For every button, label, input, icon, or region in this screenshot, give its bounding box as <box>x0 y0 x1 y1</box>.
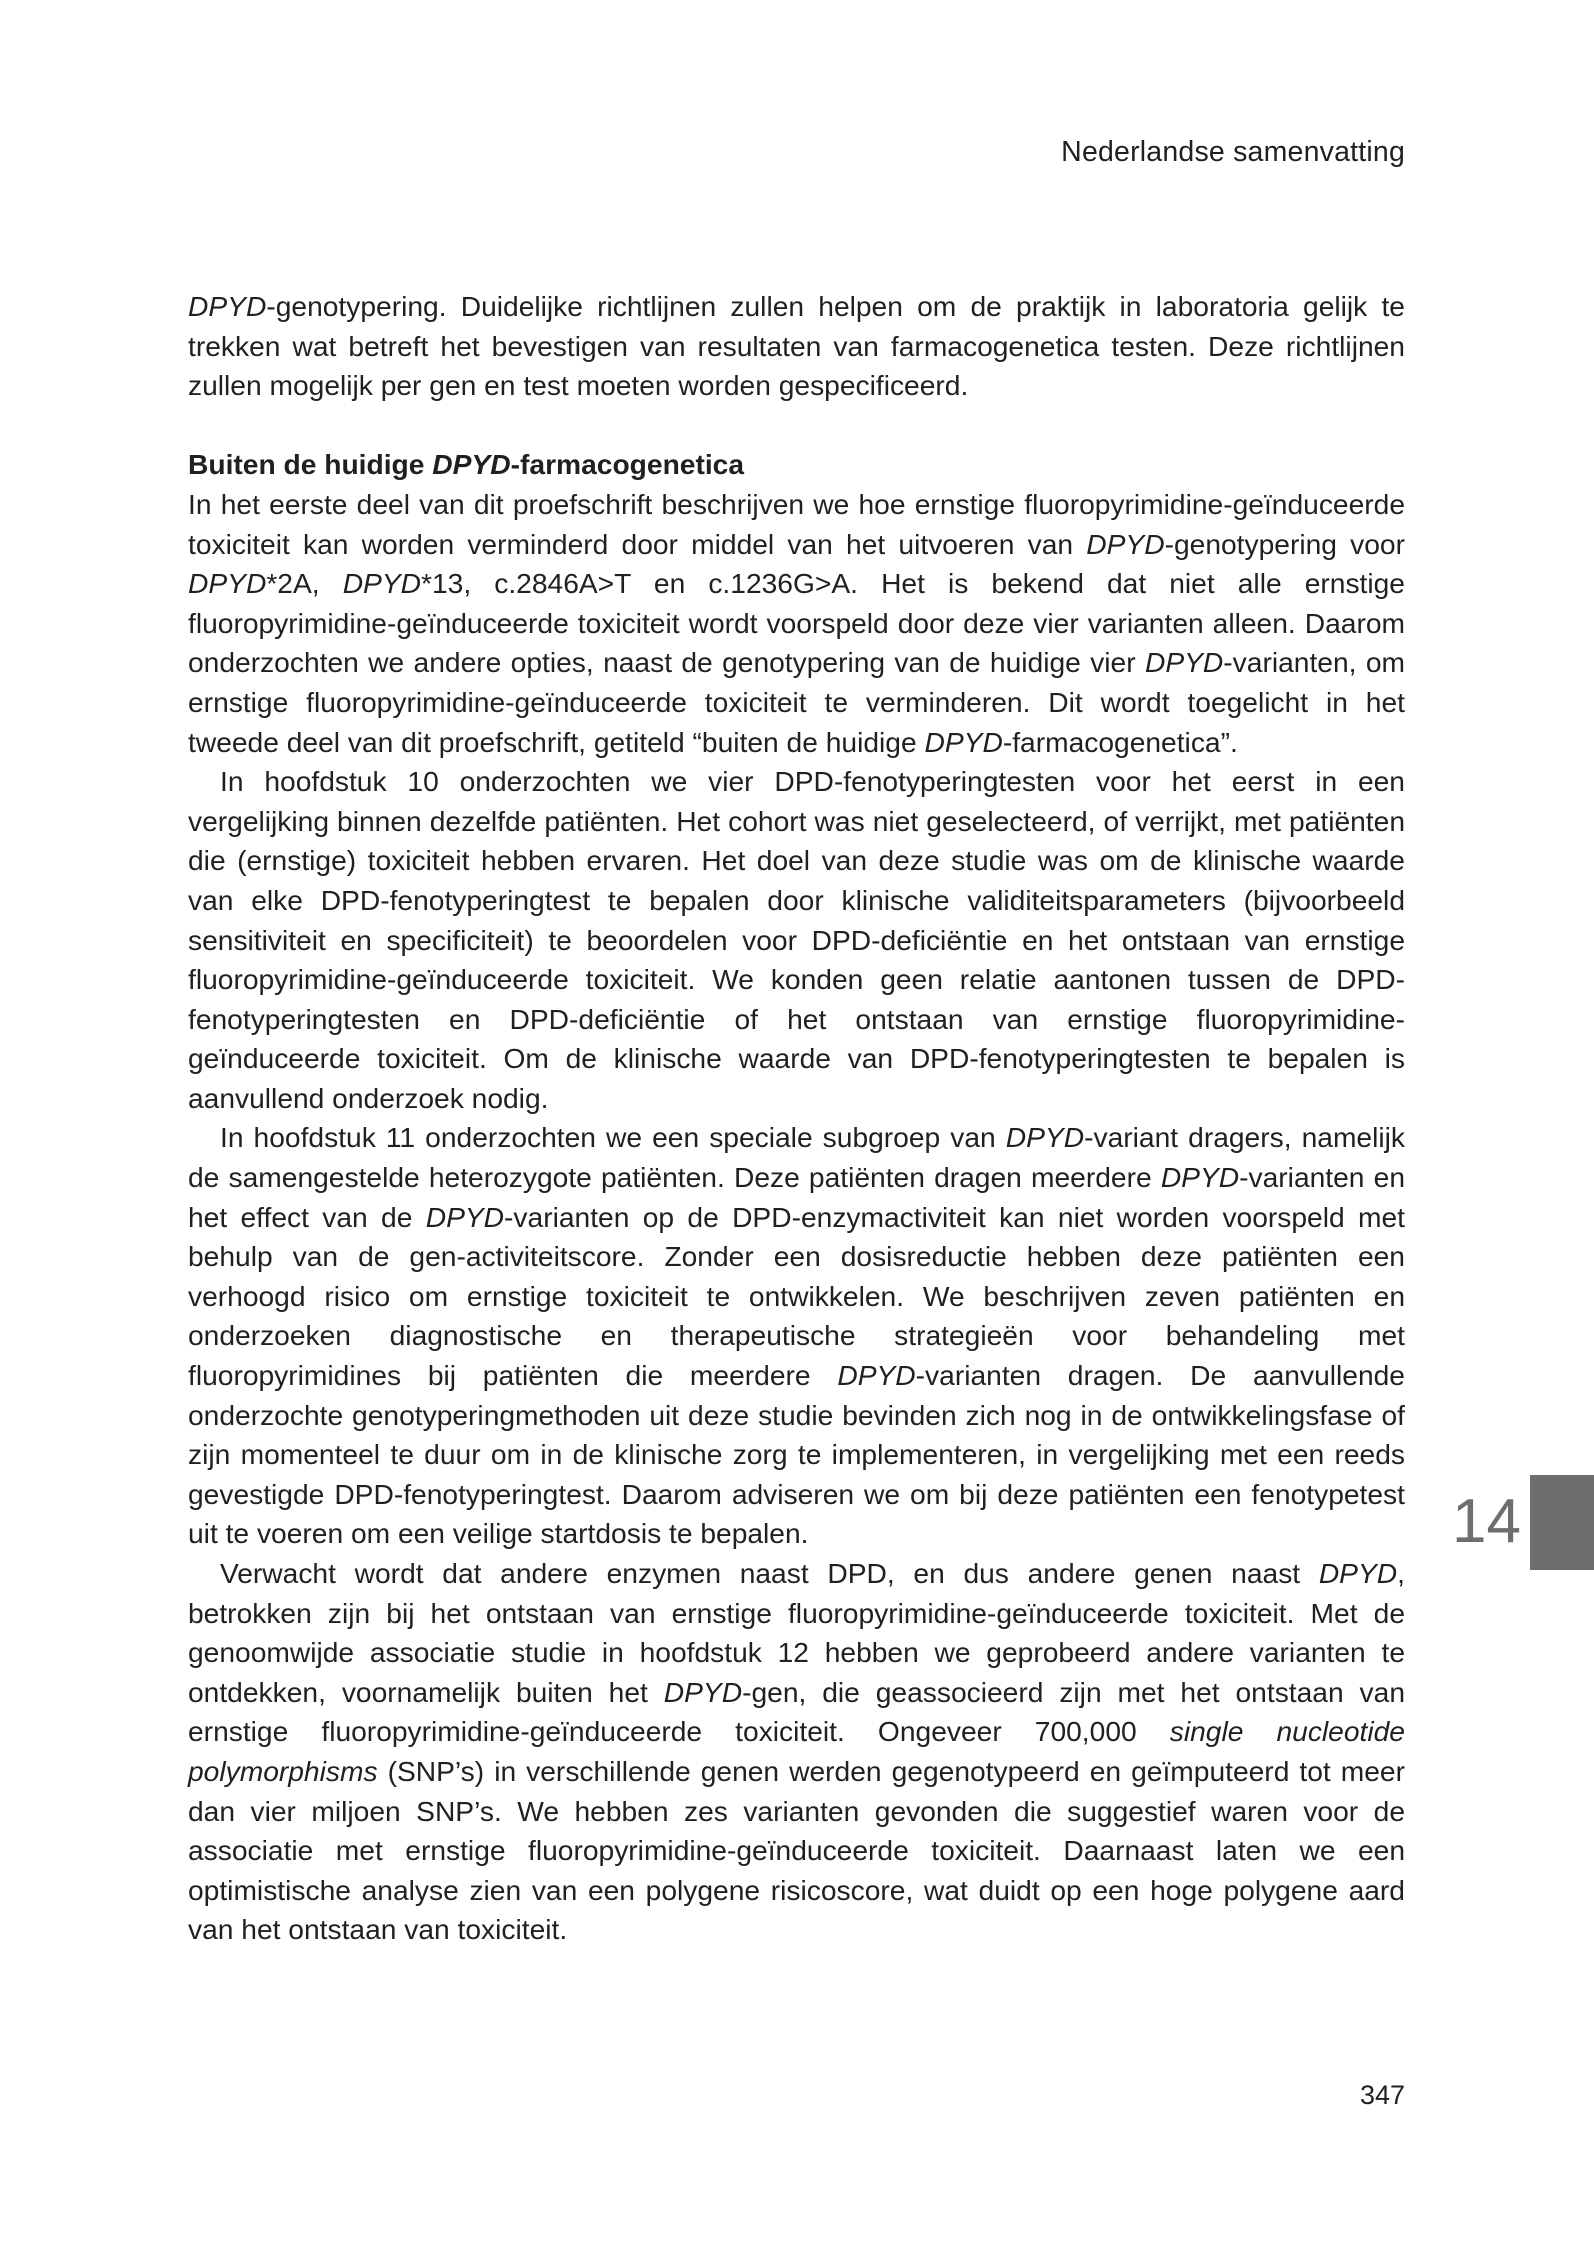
chapter-tab-marker <box>1530 1475 1594 1570</box>
paragraph-1: In het eerste deel van dit proefschrift beschrijven we hoe ernstige fluoropyrimidine-geïnduceerde toxiciteit kan worden verminderd door middel van het uitvoeren van DPYD-genotypering voor DPYD*2A, DPYD*13, c.2846A>T en c.1236G>A. Het is bekend dat niet alle ernstige fluoropyrimidine-geïnduceerde toxiciteit wordt voorspeld door deze vier varianten alleen. Daarom onderzochten we andere opties, naast de genotypering van de huidige vier DPYD-varianten, om ernstige fluoropyrimidine-geïnduceerde toxiciteit te verminderen. Dit wordt toegelicht in het tweede deel van dit proefschrift, getiteld “buiten de huidige DPYD-farmacogenetica”. <box>188 487 1405 758</box>
section-heading: Buiten de huidige DPYD-farmacogenetica <box>188 448 745 481</box>
body-text <box>188 287 1405 1950</box>
paragraph-3: In hoofdstuk 11 onderzochten we een speciale subgroep van DPYD-variant dragers, namelijk de samengestelde heterozygote patiënten. Deze patiënten dragen meerdere DPYD-varianten en het effect van de DPYD-varianten op de DPD-enzymactiviteit kan niet worden voorspeld met behulp van de gen-activiteitscore. Zonder een dosisreductie hebben deze patiënten een verhoogd risico om ernstige toxiciteit te ontwikkelen. We beschrijven zeven patiënten en onderzoeken diagnostische en therapeutische strategieën voor behandeling met fluoropyrimidines bij patiënten die meerdere DPYD-varianten dragen. De aanvullende onderzochte genotyperingmethoden uit deze studie bevinden zich nog in de ontwikkelingsfase of zijn momenteel te duur om in de klinische zorg te implementeren, in vergelijking met een reeds gevestigde DPD-fenotyperingtest. Daarom adviseren we om bij deze patiënten een fenotypetest uit te voeren om een veilige startdosis te bepalen. <box>188 1121 1405 1550</box>
chapter-number: 14 <box>1452 1487 1521 1556</box>
running-header: Nederlandse samenvatting <box>1061 136 1405 168</box>
intro-paragraph: DPYD-genotypering. Duidelijke richtlijnen zullen helpen om de praktijk in laboratoria gelijk te trekken wat betreft het bevestigen van resultaten van farmacogenetica testen. Deze richtlijnen zullen mogelijk per gen en test moeten worden gespecificeerd. <box>188 290 1405 402</box>
paragraph-4: Verwacht wordt dat andere enzymen naast DPD, en dus andere genen naast DPYD, betrokken zijn bij het ontstaan van ernstige fluoropyrimidine-geïnduceerde toxiciteit. Met de genoomwijde associatie studie in hoofdstuk 12 hebben we geprobeerd andere varianten te ontdekken, voornamelijk buiten het DPYD-gen, die geassocieerd zijn met het ontstaan van ernstige fluoropyrimidine-geïnduceerde toxiciteit. Ongeveer 700,000 single nucleotide polymorphisms (SNP’s) in verschillende genen werden gegenotypeerd en geïmputeerd tot meer dan vier miljoen SNP’s. We hebben zes varianten gevonden die suggestief waren voor de associatie met ernstige fluoropyrimidine-geïnduceerde toxiciteit. Daarnaast laten we een optimistische analyse zien van een polygene risicoscore, wat duidt op een hoge polygene aard van het ontstaan van toxiciteit. <box>188 1557 1405 1946</box>
paragraph-2: In hoofdstuk 10 onderzochten we vier DPD-fenotyperingtesten voor het eerst in een vergelijking binnen dezelfde patiënten. Het cohort was niet geselecteerd, of verrijkt, met patiënten die (ernstige) toxiciteit hebben ervaren. Het doel van deze studie was om de klinische waarde van elke DPD-fenotyperingtest te bepalen door klinische validiteitsparameters (bijvoorbeeld sensitiviteit en specificiteit) te beoordelen voor DPD-deficiëntie en het ontstaan van ernstige fluoropyrimidine-geïnduceerde toxiciteit. We konden geen relatie aantonen tussen de DPD-fenotyperingtesten en DPD-deficiëntie of het ontstaan van ernstige fluoropyrimidine-geïnduceerde toxiciteit. Om de klinische waarde van DPD-fenotyperingtesten te bepalen is aanvullend onderzoek nodig. <box>188 765 1405 1114</box>
page-number: 347 <box>1359 2080 1405 2110</box>
